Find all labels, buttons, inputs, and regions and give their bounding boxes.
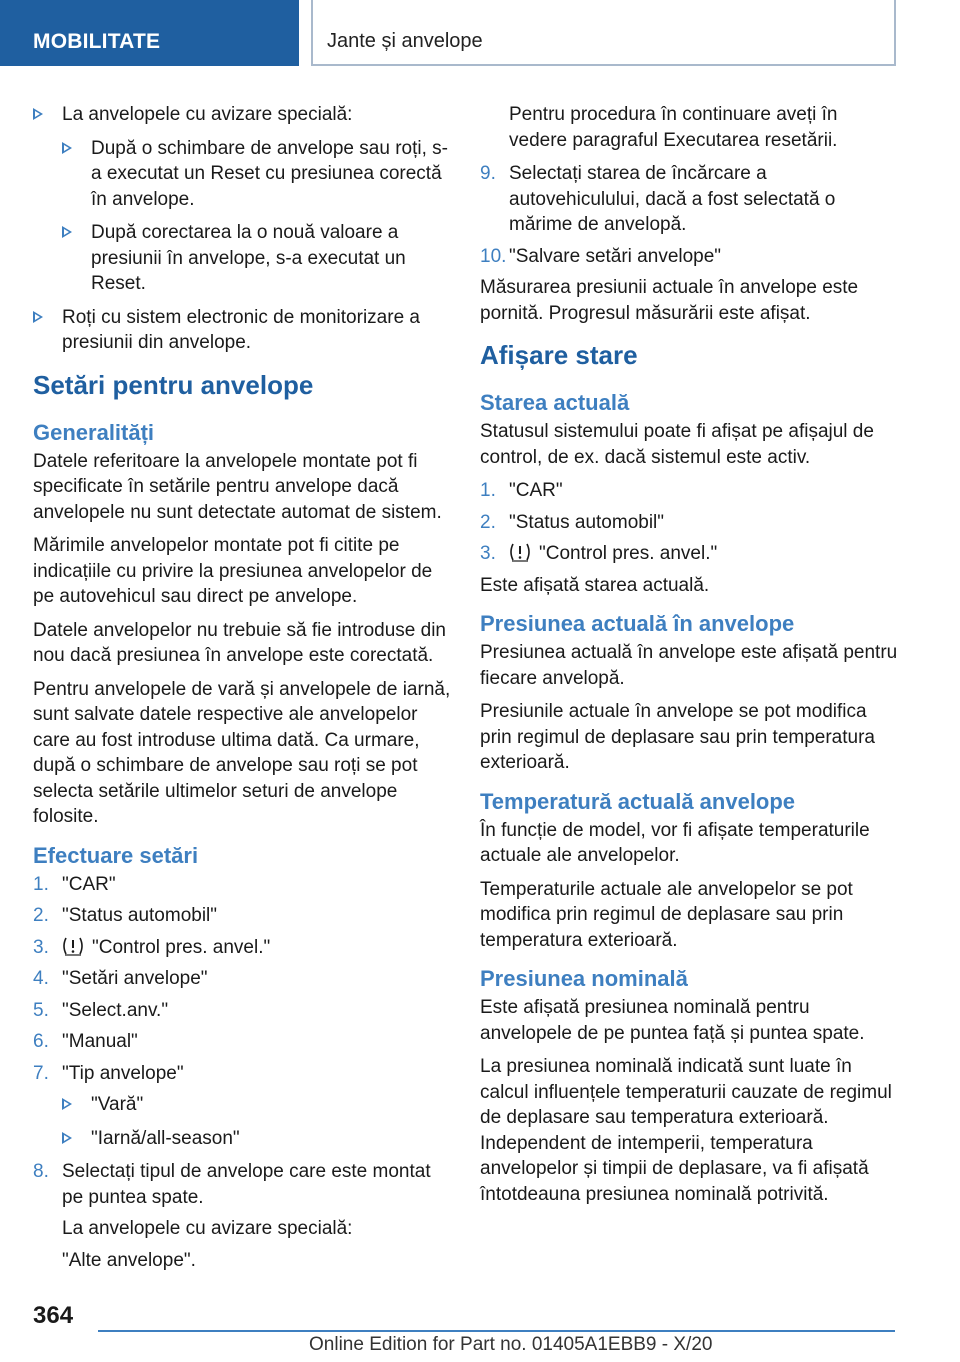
paragraph: Pentru procedura în continuare aveți în vedere paragraful Executarea resetării. bbox=[509, 104, 838, 151]
list-item: 3. "Control pres. anvel." bbox=[33, 936, 271, 958]
list-item: 8. Selectați tipul de anvelope care este montat pe puntea spate. La anvelopele cu avizare specială: "Alte anvelope". bbox=[33, 1161, 431, 1271]
paragraph: Statusul sistemului poate fi afișat pe afișajul de control, de ex. dacă sistemul este activ. bbox=[480, 421, 874, 468]
paragraph: Este afișată starea actuală. bbox=[480, 574, 710, 596]
bullet-item: La anvelopele cu avizare specială: bbox=[33, 102, 453, 128]
paragraph: La presiunea nominală indicată sunt luate în calcul influențele temperaturii cauzate de regimul de deplasare sau temperatura exterioară. Independent de intemperii, temperatura anvelopelor și timpii de deplasare, va fi afișată întotdeauna presiunea nominală potrivită. bbox=[480, 1056, 892, 1205]
list-item: 10. "Salvare setări anvelope" bbox=[480, 245, 722, 267]
paragraph: Măsurarea presiunii actuale în anvelope este pornită. Progresul măsurării este afișat. bbox=[480, 277, 859, 324]
triangle-bullet-icon bbox=[62, 226, 72, 238]
header-section-tab bbox=[0, 0, 299, 66]
left-column bbox=[33, 102, 453, 1279]
footer-divider bbox=[98, 1330, 895, 1332]
list-item: 7. "Tip anvelope" bbox=[33, 1062, 184, 1084]
subsection-heading: Starea actuală bbox=[480, 390, 630, 415]
paragraph: Datele referitoare la anvelopele montate pot fi specificate în setările pentru anvelope dacă anvelopele nu sunt detectate automat de sistem. bbox=[33, 450, 442, 523]
paragraph: Temperaturile actuale ale anvelopelor se pot modifica prin regimul de deplasare sau prin temperatura exterioară. bbox=[480, 878, 853, 951]
paragraph: Mărimile anvelopelor montate pot fi citite pe indicațiile cu privire la presiunea anvelopelor de pe autovehicul sau direct pe anvelope. bbox=[33, 535, 433, 607]
page-number: 364 bbox=[33, 1302, 74, 1329]
triangle-bullet-icon bbox=[33, 108, 43, 120]
triangle-bullet-icon bbox=[62, 1132, 72, 1144]
subsection-heading: Generalități bbox=[33, 419, 155, 445]
list-item: 9. Selectați starea de încărcare a autovehiculului, dacă a fost selectată o mărime de anvelopă. bbox=[480, 163, 836, 235]
header-title-box bbox=[311, 0, 896, 66]
triangle-bullet-icon bbox=[62, 142, 72, 154]
paragraph: Pentru anvelopele de vară și anvelopele de iarnă, sunt salvate datele respective ale anvelopelor care au fost introduse ultima dată. Ca urmare, după o schimbare de anvelope sau roți se pot selecta setările ultimelor seturi de anvelope folosite. bbox=[33, 678, 451, 827]
paragraph: În funcție de model, vor fi afișate temperaturile actuale ale anvelopelor. bbox=[480, 819, 870, 866]
triangle-bullet-icon bbox=[62, 1098, 72, 1110]
triangle-bullet-icon bbox=[33, 311, 43, 323]
list-item: 3. "Control pres. anvel." bbox=[480, 543, 718, 564]
bullet-item: După corectarea la o nouă valoare a presiunii în anvelope, s-a executat un Reset. bbox=[62, 220, 453, 297]
tire-pressure-warning-icon bbox=[62, 936, 84, 956]
list-item: 6. "Manual" bbox=[33, 1031, 138, 1052]
list-item: 2. "Status automobil" bbox=[33, 905, 218, 926]
list-item: 1. "CAR" bbox=[480, 480, 563, 501]
footer-edition: Online Edition for Part no. 01405A1EBB9 - X/20 bbox=[309, 1334, 713, 1355]
bullet-item: "Vară" bbox=[62, 1092, 453, 1118]
right-column bbox=[480, 102, 898, 1215]
header-title: Jante și anvelope bbox=[327, 30, 483, 52]
section-heading: Setări pentru anvelope bbox=[33, 369, 314, 400]
subsection-heading: Presiunea nominală bbox=[480, 966, 688, 991]
subsection-heading: Presiunea actuală în anvelope bbox=[480, 611, 795, 636]
list-item: 2. "Status automobil" bbox=[480, 511, 665, 533]
subsection-heading: Efectuare setări bbox=[33, 842, 199, 868]
subsection-heading: Temperatură actuală anvelope bbox=[480, 788, 796, 814]
section-heading: Afișare stare bbox=[480, 340, 638, 370]
paragraph: Presiunile actuale în anvelope se pot modifica prin regimul de deplasare sau prin temperatura exterioară. bbox=[480, 701, 875, 773]
list-item: 1. "CAR" bbox=[33, 873, 116, 895]
list-item: 5. "Select.anv." bbox=[33, 999, 169, 1021]
bullet-item: Roți cu sistem electronic de monitorizare a presiunii din anvelope. bbox=[33, 305, 453, 356]
tire-pressure-warning-icon bbox=[509, 542, 531, 562]
paragraph: Este afișată presiunea nominală pentru anvelopele de pe puntea față și puntea spate. bbox=[480, 997, 865, 1044]
header-section-label: MOBILITATE bbox=[33, 30, 161, 53]
paragraph: Datele anvelopelor nu trebuie să fie introduse din nou dacă presiunea în anvelope este corectată. bbox=[33, 619, 446, 666]
bullet-item: După o schimbare de anvelope sau roți, s-a executat un Reset cu presiunea corectă în anvelope. bbox=[62, 136, 453, 213]
bullet-item: "Iarnă/all-season" bbox=[62, 1126, 453, 1152]
paragraph: Presiunea actuală în anvelope este afișată pentru fiecare anvelopă. bbox=[480, 642, 898, 689]
list-item: 4. "Setări anvelope" bbox=[33, 968, 208, 989]
